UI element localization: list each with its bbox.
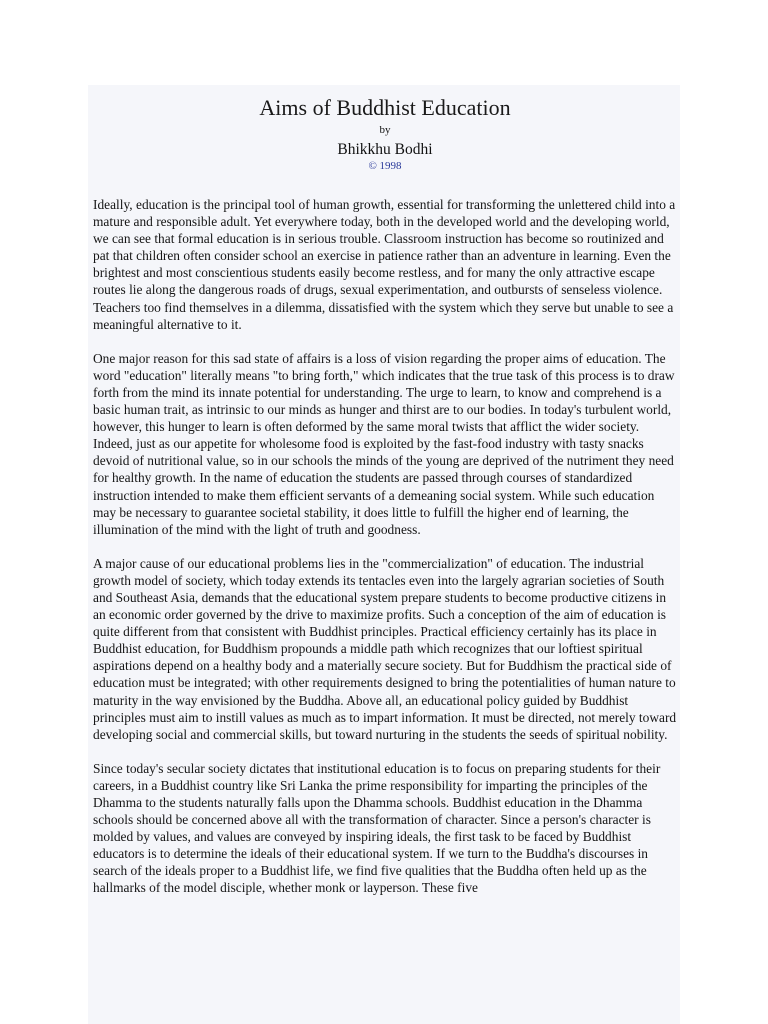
paragraph-2: One major reason for this sad state of affairs is a loss of vision regarding the proper aims of education. The word "education" literally means "to bring forth," which indicates that the true task of this process is to draw forth from the mind its innate potential for understanding. The urge to learn, to know and comprehend is a basic human trait, as intrinsic to our minds as hunger and thirst are to our bodies. In today's turbulent world, however, this hunger to learn is often deformed by the same moral twists that afflict the wider society. Indeed, just as our appetite for wholesome food is exploited by the fast-food industry with tasty snacks devoid of nutritional value, so in our schools the minds of the young are deprived of the nutriment they need for healthy growth. In the name of education the students are passed through courses of standardized instruction intended to make them efficient servants of a demeaning social system. While such education may be necessary to guarantee societal stability, it does little to fulfill the higher end of learning, the illumination of the mind with the light of truth and goodness. xyxy=(93,350,675,537)
document-content xyxy=(93,85,677,897)
paragraph-3: A major cause of our educational problems lies in the "commercialization" of education. The industrial growth model of society, which today extends its tentacles even into the largely agrarian societies of South and Southeast Asia, demands that the educational system prepare students to become productive citizens in an economic order governed by the drive to maximize profits. Such a conception of the aim of education is quite different from that consistent with Buddhist principles. Practical efficiency certainly has its place in Buddhist education, for Buddhism propounds a middle path which recognizes that our loftiest spiritual aspirations depend on a healthy body and a materially secure society. But for Buddhism the practical side of education must be integrated; with other requirements designed to bring the potentialities of human nature to maturity in the way envisioned by the Buddha. Above all, an educational policy guided by Buddhist principles must aim to instill values as much as to impart information. It must be directed, not merely toward developing social and commercial skills, but toward nurturing in the students the seeds of spiritual nobility. xyxy=(93,555,677,742)
copyright-notice: © 1998 xyxy=(368,160,402,172)
author-name: Bhikkhu Bodhi xyxy=(337,141,433,158)
paragraph-4: Since today's secular society dictates that institutional education is to focus on preparing students for their careers, in a Buddhist country like Sri Lanka the prime responsibility for imparting the principles of the Dhamma to the students naturally falls upon the Dhamma schools. Buddhist education in the Dhamma schools should be concerned above all with the transformation of character. Since a person's character is molded by values, and values are conveyed by inspiring ideals, the first task to be faced by Buddhist educators is to determine the ideals of their educational system. If we turn to the Buddha's discourses in search of the ideals proper to a Buddhist life, we find five qualities that the Buddha often held up as the hallmarks of the model disciple, whether monk or layperson. These five xyxy=(93,760,661,896)
paragraph-1: Ideally, education is the principal tool of human growth, essential for transforming the unlettered child into a mature and responsible adult. Yet everywhere today, both in the developed world and the developing world, we can see that formal education is in serious trouble. Classroom instruction has become so routinized and pat that children often consider school an exercise in patience rather than an adventure in learning. Even the brightest and most conscientious students easily become restless, and for many the only attractive escape routes lie along the dangerous roads of drugs, sexual experimentation, and outbursts of senseless violence. Teachers too find themselves in a dilemma, dissatisfied with the system which they serve but unable to see a meaningful alternative to it. xyxy=(93,197,676,332)
byline-by: by xyxy=(379,124,391,136)
document-page xyxy=(88,85,680,1024)
document-title: Aims of Buddhist Education xyxy=(259,95,511,120)
